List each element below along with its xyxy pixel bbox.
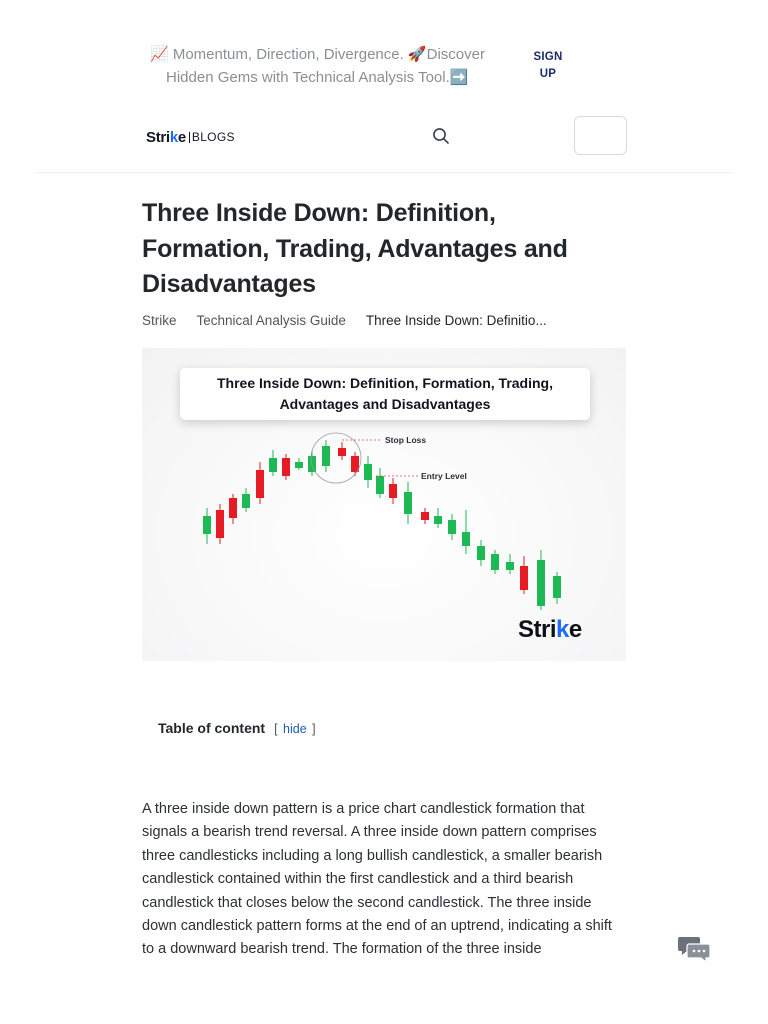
bullish-candle: [434, 516, 442, 524]
search-icon[interactable]: [432, 127, 450, 145]
bearish-candle: [229, 498, 237, 518]
sign-up-line-1: SIGN: [533, 51, 563, 63]
site-logo[interactable]: [146, 128, 235, 146]
bullish-candle: [537, 560, 545, 606]
bearish-candle: [520, 566, 528, 590]
toc-hide-link[interactable]: hide: [283, 722, 307, 736]
bullish-candle: [404, 492, 412, 514]
bullish-candle: [364, 464, 372, 480]
promo-banner: [150, 43, 510, 89]
bullish-candle: [376, 476, 384, 494]
hero-image: [142, 348, 626, 661]
sign-up-line-2: UP: [539, 68, 557, 80]
bearish-candle: [389, 484, 397, 498]
bearish-candle: [282, 458, 290, 476]
table-of-content: [158, 719, 316, 738]
breadcrumb: [142, 312, 547, 330]
toc-toggle-wrapper: [274, 720, 316, 738]
bearish-candle: [421, 512, 429, 520]
stop-loss-label: Stop Loss: [385, 435, 427, 445]
promo-line-2: Hidden Gems with Technical Analysis Tool.➡️: [166, 69, 469, 86]
bullish-candle: [506, 562, 514, 570]
bearish-candle: [216, 510, 224, 538]
breadcrumb-item-home[interactable]: Strike: [142, 313, 177, 328]
article-title: Three Inside Down: Definition, Formation, Trading, Advantages and Disadvantages: [142, 199, 568, 298]
logo-divider: [189, 132, 190, 143]
header-divider: [36, 172, 732, 173]
bullish-candle: [448, 520, 456, 534]
bullish-candle: [491, 554, 499, 570]
bullish-candle: [269, 458, 277, 472]
bullish-candle: [462, 532, 470, 546]
bullish-candle: [553, 576, 561, 598]
menu-button[interactable]: [574, 116, 627, 155]
hero-title-card: [180, 368, 590, 420]
breadcrumb-item-current: Three Inside Down: Definitio...: [365, 313, 547, 328]
hero-card-line-1: Three Inside Down: Definition, Formation, Trading,: [216, 375, 553, 391]
logo-suffix: BLOGS: [191, 130, 235, 144]
bearish-candle: [338, 448, 346, 456]
chat-icon[interactable]: [678, 934, 712, 964]
hero-brand-logo: Strike: [518, 616, 582, 643]
hero-card-line-2: Advantages and Disadvantages: [279, 396, 491, 412]
toc-close-bracket: ]: [312, 722, 316, 736]
toc-open-bracket: [: [274, 722, 278, 736]
bullish-candle: [242, 494, 250, 508]
bullish-candle: [203, 516, 211, 534]
article-paragraph: A three inside down pattern is a price chart candlestick formation that signals a bearish trend reversal. A three inside down pattern comprises three candlesticks including a long bullish candlestick, a smaller bearish candlestick contained within the first candlestick and a third bearish candlestick that closes below the second candlestick. The three inside down candlestick pattern forms at the end of an uptrend, indicating a shift to a downward bearish trend. The formation of the three inside: [142, 801, 612, 958]
breadcrumb-item-category[interactable]: Technical Analysis Guide: [196, 313, 346, 328]
bullish-candle: [295, 462, 303, 468]
bearish-candle: [256, 470, 264, 498]
logo-brand: Strike: [146, 128, 186, 146]
bullish-candle: [322, 446, 330, 466]
entry-level-label: Entry Level: [421, 471, 467, 481]
toc-label: Table of content: [158, 720, 266, 736]
sign-up-link[interactable]: [528, 49, 568, 83]
promo-line-1: 📈 Momentum, Direction, Divergence. 🚀Discover: [150, 46, 485, 63]
bullish-candle: [477, 546, 485, 560]
